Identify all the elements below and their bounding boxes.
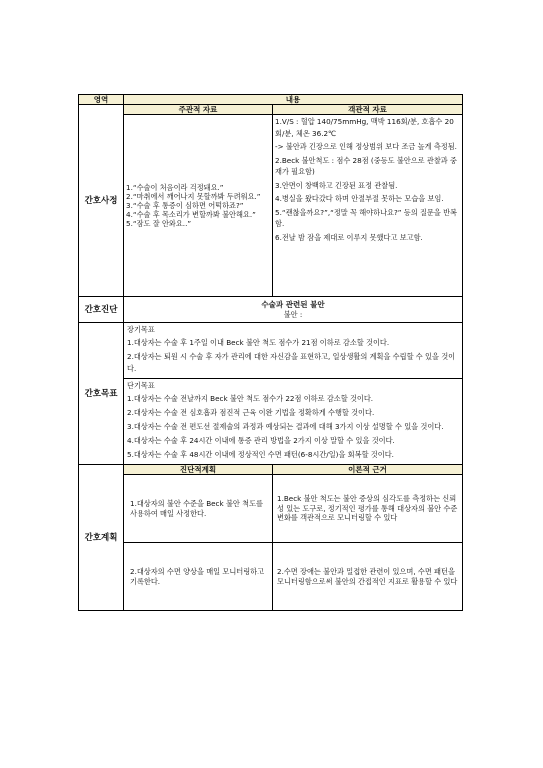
plan-item xyxy=(124,543,273,611)
long-term-item: 2.대상자는 퇴원 시 수술 후 자가 관리에 대한 자신감을 표현하고, 일상생활의 계획을 수립할 수 있을 것이다. xyxy=(127,352,456,373)
rationale-item xyxy=(273,543,463,611)
objective-item: 4.병실을 왔다갔다 하며 안절부절 못하는 모습을 보임. xyxy=(275,194,444,203)
area-header: 영역 xyxy=(79,95,124,105)
subjective-data xyxy=(124,115,273,297)
header-row xyxy=(79,95,463,105)
short-term-item: 3.대상자는 수술 전 편도선 절제술의 과정과 예상되는 결과에 대해 3가지 이상 설명할 수 있을 것이다. xyxy=(127,422,444,431)
subjective-item: 2.“마취에서 깨어나지 못할까봐 두려워요.” xyxy=(126,192,261,201)
rationale-header: 이론적 근거 xyxy=(273,465,463,475)
objective-header: 객관적 자료 xyxy=(273,105,463,115)
plan-text: 2.대상자의 수면 양상을 매일 모니터링하고 기록한다. xyxy=(130,567,265,586)
rationale-text: 1.Beck 불안 척도는 불안 증상의 심각도를 측정하는 신뢰성 있는 도구로, 정기적인 평가를 통해 대상자의 불안 수준 변화를 객관적으로 모니터링할 수 있다 xyxy=(277,494,458,523)
short-term-item: 1.대상자는 수술 전날까지 Beck 불안 척도 점수가 22점 이하로 감소할 것이다. xyxy=(127,394,374,403)
short-term-item: 4.대상자는 수술 후 24시간 이내에 통증 관리 방법을 2가지 이상 말할 수 있을 것이다. xyxy=(127,436,395,445)
short-term-item: 5.대상자는 수술 후 48시간 이내에 정상적인 수면 패턴(6-8시간/일)을 회복할 것이다. xyxy=(127,450,394,459)
goals-content xyxy=(124,323,463,465)
plan-item xyxy=(124,475,273,543)
plan-label: 간호계획 xyxy=(79,465,124,611)
short-term-goals xyxy=(124,379,462,464)
plan-row xyxy=(79,543,463,611)
objective-item: 1.V/S : 혈압 140/75mmHg, 맥박 116회/분, 호흡수 20회/분, 체온 36.2℃ xyxy=(275,117,454,138)
content-header: 내용 xyxy=(124,95,463,105)
diagnosis-label: 간호진단 xyxy=(79,297,124,323)
rationale-text: 2.수면 장애는 불안과 밀접한 관련이 있으며, 수면 패턴을 모니터링함으로써 불안의 간접적인 지표로 활용할 수 있다 xyxy=(277,567,458,586)
diagnosis-subtitle: 불안 : xyxy=(283,309,303,319)
subjective-item: 4.“수술 후 목소리가 변할까봐 불안해요.” xyxy=(126,210,256,219)
plan-header: 진단적계획 xyxy=(124,465,273,475)
objective-data xyxy=(273,115,463,297)
plan-row xyxy=(79,475,463,543)
goals-label: 간호목표 xyxy=(79,323,124,465)
short-term-label: 단기목표 xyxy=(127,381,155,390)
nursing-process-table xyxy=(78,94,463,611)
diagnosis-title: 수술과 관련된 불안 xyxy=(261,299,325,309)
objective-item: -> 불안과 긴장으로 인해 정상범위 보다 조금 높게 측정됨. xyxy=(275,142,457,151)
subjective-header: 주관적 자료 xyxy=(124,105,273,115)
long-term-label: 장기목표 xyxy=(127,325,155,334)
long-term-goals xyxy=(124,323,462,379)
plan-text: 1.대상자의 불안 수준을 Beck 불안 척도를 사용하여 매일 사정한다. xyxy=(130,499,263,518)
subjective-item: 3.“수술 후 통증이 심하면 어떡하죠?” xyxy=(126,201,244,210)
diagnosis-row xyxy=(79,297,463,323)
rationale-item xyxy=(273,475,463,543)
objective-item: 3.안면이 창백하고 긴장된 표정 관찰됨. xyxy=(275,180,398,190)
objective-item: 5.“괜찮을까요?”,“정말 꼭 해야하나요?” 등의 질문을 반복함. xyxy=(275,207,457,228)
short-term-item: 2.대상자는 수술 전 심호흡과 점진적 근육 이완 기법을 정확하게 수행할 것이다. xyxy=(127,408,375,417)
subjective-item: 5.“잠도 잘 안와요..” xyxy=(126,219,192,228)
objective-item: 2.Beck 불안척도 : 점수 28점 (중등도 불안으로 관찰과 중재가 필요함) xyxy=(275,155,457,176)
assessment-label: 간호사정 xyxy=(79,105,124,297)
plan-header-row xyxy=(79,465,463,475)
subjective-item: 1.“수술이 처음이라 걱정돼요.” xyxy=(126,183,224,192)
assessment-row xyxy=(79,115,463,297)
goals-row xyxy=(79,323,463,465)
objective-item: 6.전날 밤 잠을 제대로 이루지 못했다고 보고함. xyxy=(275,232,423,242)
assessment-subheader-row xyxy=(79,105,463,115)
diagnosis-content xyxy=(124,297,463,323)
long-term-item: 1.대상자는 수술 후 1주일 이내 Beck 불안 척도 점수가 21점 이하로 감소할 것이다. xyxy=(127,338,390,347)
